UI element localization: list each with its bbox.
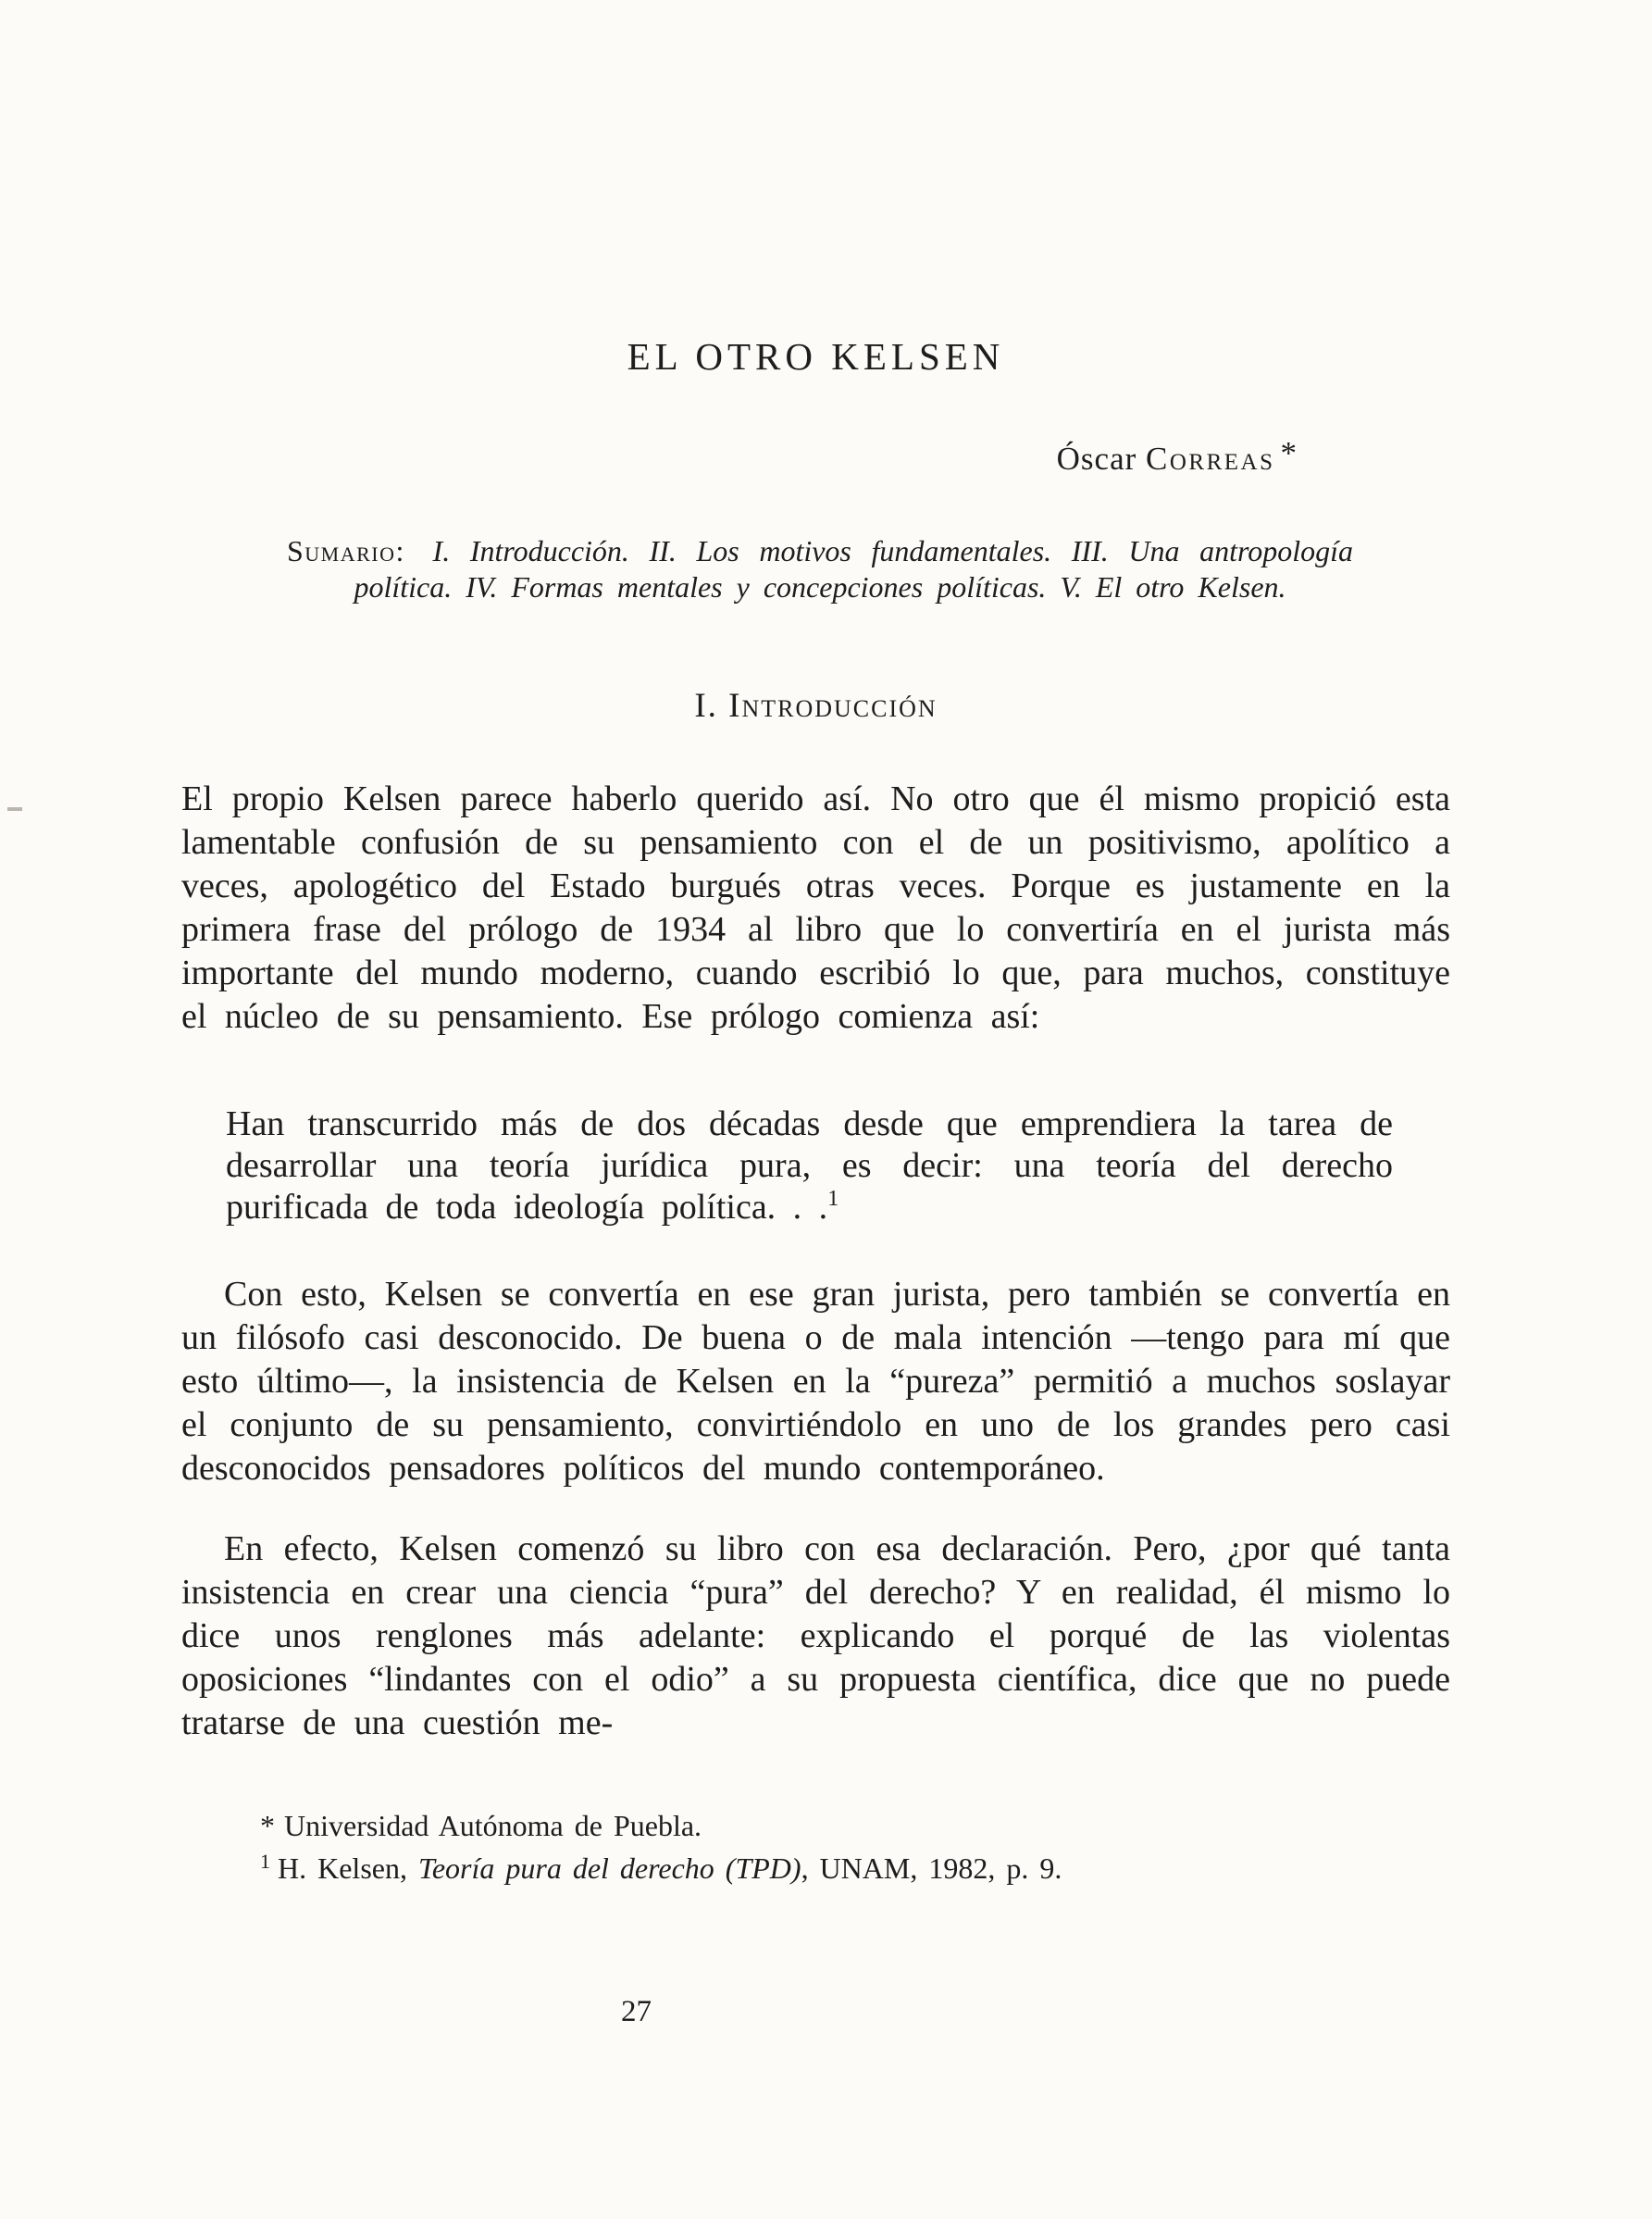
scan-artifact-mark	[7, 807, 22, 811]
footnote-citation-work-title: Teoría pura del derecho (TPD)	[417, 1851, 801, 1885]
paragraph-2: Con esto, Kelsen se convertía en ese gran jurista, pero también se convertía en un filósofo casi desconocido. De buena o de mala intención —tengo para mí que esto último—, la insistencia de Kelsen en la “pureza” permitió a muchos soslayar el conjunto de su pensamiento, convirtiéndolo en uno de los grandes pero casi desconocidos pensadores políticos del mundo contemporáneo.	[181, 1275, 1450, 1488]
block-quote	[226, 1103, 1393, 1228]
author-given-name: Óscar	[1056, 441, 1137, 477]
author-family-name: Correas	[1146, 441, 1275, 477]
footnote-affiliation-text: Universidad Autónoma de Puebla.	[284, 1809, 702, 1842]
footnote-affiliation-marker: *	[260, 1809, 275, 1842]
footnote-citation	[181, 1847, 1450, 1889]
footnotes-section	[181, 1804, 1450, 1889]
author-affiliation-mark: *	[1280, 435, 1298, 471]
page-number: 27	[621, 1995, 652, 2028]
footnote-citation-text-after: , UNAM, 1982, p. 9.	[801, 1851, 1062, 1885]
quote-text: Han transcurrido más de dos décadas desde que emprendiera la tarea de desarrollar una teoría jurídica pura, es decir: una teoría del derecho purificada de toda ideología política. . .	[226, 1104, 1393, 1227]
page-title: EL OTRO KELSEN	[627, 335, 1005, 378]
summary-label: Sumario:	[287, 534, 405, 567]
author-line	[181, 435, 1450, 478]
summary-text: I. Introducción. II. Los motivos fundamentales. III. Una antropología política. IV. Formas mentales y concepciones políticas. V. El otro Kelsen.	[354, 534, 1354, 604]
footnote-citation-text-before: H. Kelsen,	[278, 1851, 418, 1885]
summary-block	[287, 533, 1353, 605]
footnote-citation-marker: 1	[260, 1850, 270, 1873]
footnote-reference: 1	[827, 1187, 839, 1211]
paragraph-1: El propio Kelsen parece haberlo querido así. No otro que él mismo propició esta lamentable confusión de su pensamiento con el de un positivismo, apolítico a veces, apologético del Estado burgués otras veces. Porque es justamente en la primera frase del prólogo de 1934 al libro que lo convertiría en el jurista más importante del mundo moderno, cuando escribió lo que, para muchos, constituye el núcleo de su pensamiento. Ese prólogo comienza así:	[181, 779, 1450, 1036]
paragraph-3: En efecto, Kelsen comenzó su libro con esa declaración. Pero, ¿por qué tanta insistencia en crear una ciencia “pura” del derecho? Y en realidad, él mismo lo dice unos renglones más adelante: explicando el porqué de las violentas oposiciones “lindantes con el odio” a su propuesta científica, dice que no puede tratarse de una cuestión me-	[181, 1529, 1450, 1742]
footnote-affiliation	[181, 1804, 1450, 1847]
section-heading: I. Introducción	[694, 687, 938, 725]
